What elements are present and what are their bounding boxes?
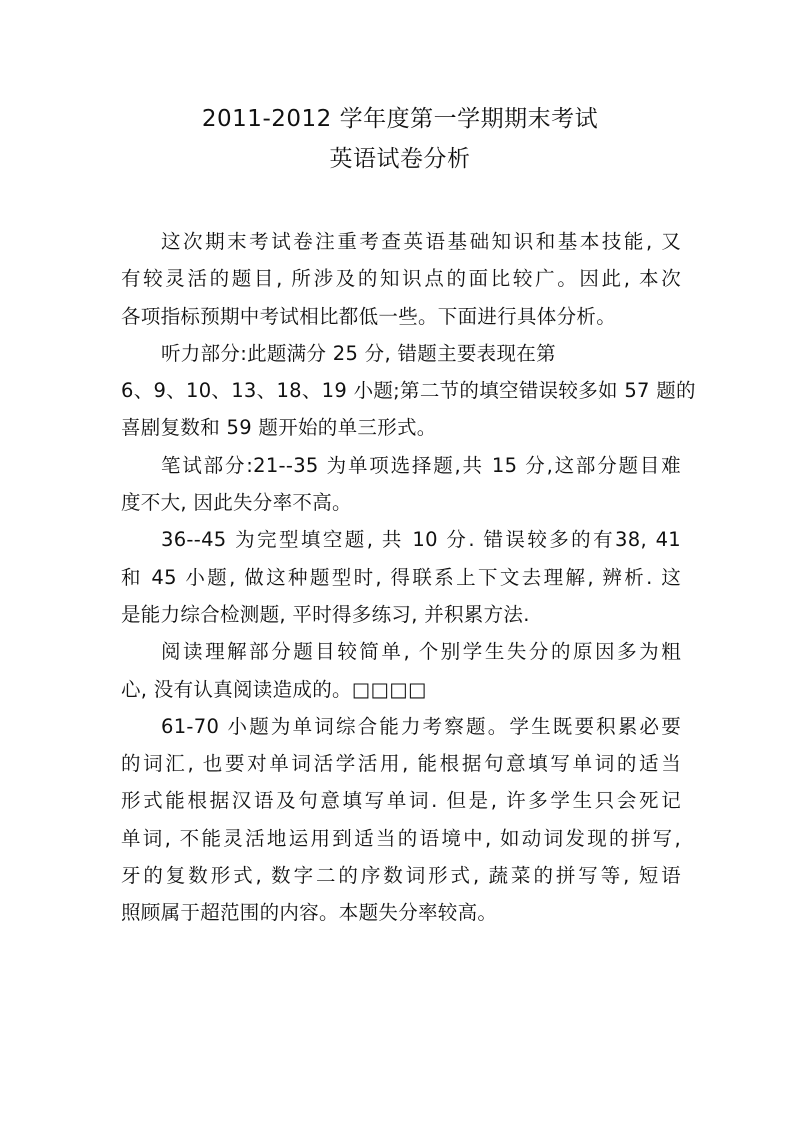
paragraph-line: 阅读理解部分题目较简单, 个别学生失分的原因多为粗	[161, 640, 681, 664]
paragraph-line: 心, 没有认真阅读造成的。□□□□	[121, 677, 427, 701]
paragraph-line: 6、9、10、13、18、19 小题;第二节的填空错误较多如 57 题的	[121, 379, 696, 403]
paragraph-line: 各项指标预期中考试相比都低一些。下面进行具体分析。	[121, 304, 617, 328]
paragraph-line: 有较灵活的题目, 所涉及的知识点的面比较广。因此, 本次	[121, 267, 681, 291]
paragraph-line: 形式能根据汉语及句意填写单词. 但是, 许多学生只会死记	[121, 789, 681, 813]
document-title: 2011-2012 学年度第一学期期末考试	[201, 106, 599, 132]
paragraph-line: 照顾属于超范围的内容。本题失分率较高。	[121, 901, 498, 925]
paragraph-line: 的词汇, 也要对单词活学活用, 能根据句意填写单词的适当	[121, 752, 681, 776]
paragraph-line: 这次期末考试卷注重考查英语基础知识和基本技能, 又	[161, 230, 681, 253]
document-subtitle: 英语试卷分析	[329, 146, 471, 172]
document-body	[121, 223, 696, 932]
paragraph-line: 单词, 不能灵活地运用到适当的语境中, 如动词发现的拼写,	[121, 826, 681, 850]
paragraph-line: 度不大, 因此失分率不高。	[121, 491, 352, 515]
paragraph-line: 61-70 小题为单词综合能力考察题。学生既要积累必要	[161, 714, 681, 738]
paragraph-line: 36--45 为完型填空题, 共 10 分. 错误较多的有38, 41	[161, 528, 681, 552]
paragraph-line: 和 45 小题, 做这种题型时, 得联系上下文去理解, 辨析. 这	[121, 565, 681, 589]
paragraph-line: 笔试部分:21--35 为单项选择题,共 15 分,这部分题目难	[161, 453, 681, 477]
paragraph-line: 牙的复数形式, 数字二的序数词形式, 蔬菜的拼写等, 短语	[121, 864, 681, 888]
paragraph-line: 喜剧复数和 59 题开始的单三形式。	[121, 416, 437, 440]
paragraph-line: 是能力综合检测题, 平时得多练习, 并积累方法.	[121, 602, 530, 626]
paragraph-line: 听力部分:此题满分 25 分, 错题主要表现在第	[161, 341, 556, 365]
